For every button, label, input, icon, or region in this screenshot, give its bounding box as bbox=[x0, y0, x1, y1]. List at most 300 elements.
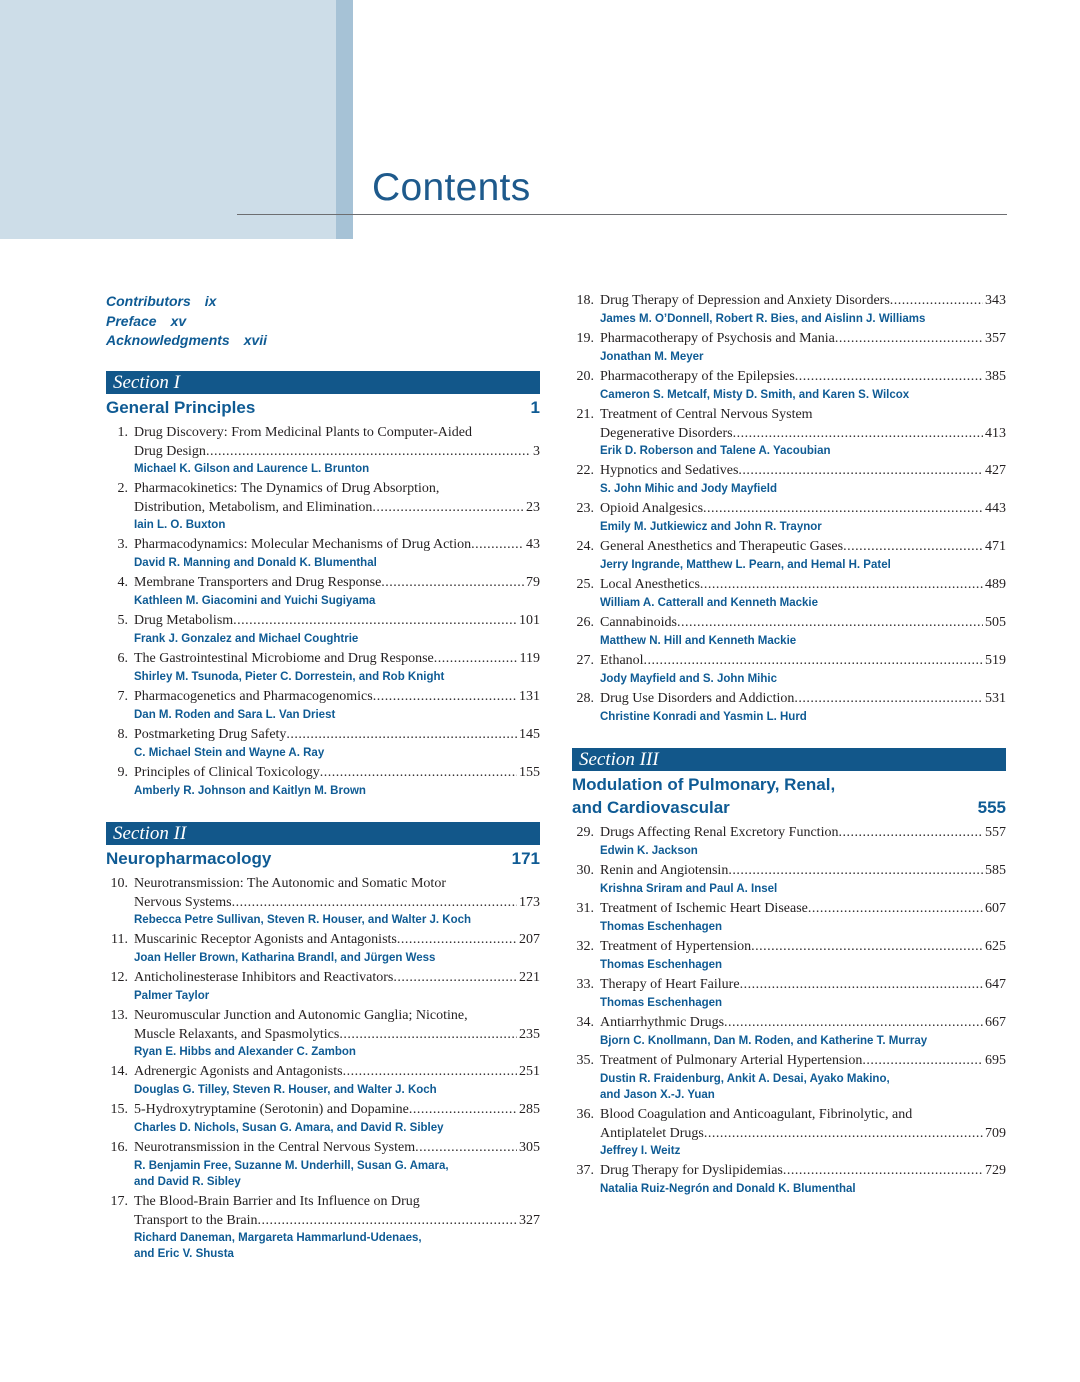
dot-leader bbox=[890, 292, 983, 311]
chapter-entry[interactable] bbox=[106, 1101, 540, 1136]
chapter-page-number: 471 bbox=[985, 539, 1006, 554]
dot-leader bbox=[206, 443, 531, 462]
chapter-page-number: 729 bbox=[985, 1163, 1006, 1178]
chapter-number: 2. bbox=[117, 481, 128, 496]
chapter-title-line bbox=[106, 536, 540, 555]
chapter-title-text: Muscarinic Receptor Agonists and Antagonists bbox=[134, 932, 397, 947]
dot-leader bbox=[339, 1026, 517, 1045]
chapter-title-text: Drug Use Disorders and Addiction bbox=[600, 691, 795, 706]
chapter-title-text: Ethanol bbox=[600, 653, 644, 668]
chapter-number: 10. bbox=[110, 876, 128, 891]
chapter-authors: Natalia Ruiz-Negrón and Donald K. Blumenthal bbox=[600, 1182, 856, 1195]
chapter-number: 27. bbox=[576, 653, 594, 668]
dot-leader bbox=[397, 931, 517, 950]
dot-leader bbox=[343, 1063, 517, 1082]
chapter-title-text: Membrane Transporters and Drug Response bbox=[134, 575, 382, 590]
chapter-title-line bbox=[106, 764, 540, 783]
dot-leader bbox=[740, 976, 983, 995]
dot-leader bbox=[808, 900, 983, 919]
chapter-number: 5. bbox=[117, 613, 128, 628]
chapter-authors: Erik D. Roberson and Talene A. Yacoubian bbox=[600, 445, 831, 457]
title-rule bbox=[237, 214, 1007, 215]
dot-leader bbox=[233, 612, 517, 631]
section-label-bar: Section I bbox=[106, 371, 540, 394]
chapter-number: 17. bbox=[110, 1194, 128, 1209]
dot-leader bbox=[751, 938, 983, 957]
chapter-entry[interactable] bbox=[572, 976, 1006, 1011]
dot-leader bbox=[724, 1014, 983, 1033]
chapter-title-line bbox=[572, 614, 1006, 633]
chapter-entry[interactable] bbox=[106, 574, 540, 609]
chapter-title-line bbox=[572, 976, 1006, 995]
dot-leader bbox=[703, 500, 983, 519]
chapter-number: 34. bbox=[576, 1015, 594, 1030]
chapter-entry[interactable] bbox=[106, 650, 540, 685]
chapter-page-number: 607 bbox=[985, 901, 1006, 916]
chapter-entry[interactable] bbox=[572, 576, 1006, 611]
chapter-page-number: 43 bbox=[526, 537, 540, 552]
chapter-title-line bbox=[572, 1162, 1006, 1181]
chapter-authors: Palmer Taylor bbox=[134, 989, 210, 1002]
chapter-title-text: Drug Therapy of Depression and Anxiety Disorders bbox=[600, 293, 890, 308]
section-title[interactable] bbox=[106, 396, 540, 419]
chapter-title-line bbox=[106, 1139, 540, 1158]
chapter-page-number: 695 bbox=[985, 1053, 1006, 1068]
chapter-entry[interactable] bbox=[572, 1162, 1006, 1197]
chapter-title-line bbox=[106, 424, 540, 443]
chapter-title-text: Drug Design bbox=[134, 443, 206, 459]
section-label-bar: Section III bbox=[572, 748, 1006, 771]
dot-leader bbox=[794, 690, 983, 709]
chapter-entry[interactable] bbox=[106, 612, 540, 647]
chapter-authors: Kathleen M. Giacomini and Yuichi Sugiyama bbox=[134, 594, 376, 607]
section-page-number: 1 bbox=[530, 398, 540, 417]
chapter-entry[interactable] bbox=[572, 1014, 1006, 1049]
chapter-entry[interactable] bbox=[572, 652, 1006, 687]
section-page-number: 171 bbox=[511, 849, 540, 868]
chapter-title-text: Principles of Clinical Toxicology bbox=[134, 765, 320, 780]
chapter-title-text: Antiarrhythmic Drugs bbox=[600, 1015, 725, 1030]
chapter-entry[interactable] bbox=[572, 900, 1006, 935]
chapter-title-line bbox=[106, 574, 540, 593]
chapter-title-text: Pharmacogenetics and Pharmacogenomics bbox=[134, 689, 373, 704]
chapter-page-number: 557 bbox=[985, 825, 1006, 840]
dot-leader bbox=[738, 462, 983, 481]
chapter-title-text: Anticholinesterase Inhibitors and Reactivators bbox=[134, 970, 394, 985]
chapter-authors: C. Michael Stein and Wayne A. Ray bbox=[134, 746, 325, 759]
chapter-entry[interactable] bbox=[572, 462, 1006, 497]
chapter-authors: Richard Daneman, Margareta Hammarlund-Udenaes, bbox=[134, 1232, 422, 1244]
chapter-number: 37. bbox=[576, 1163, 594, 1178]
chapter-title-line bbox=[572, 1014, 1006, 1033]
front-matter-list bbox=[106, 292, 267, 351]
chapter-entry[interactable] bbox=[106, 1007, 540, 1060]
chapter-page-number: 3 bbox=[533, 443, 540, 459]
chapter-page-number: 101 bbox=[519, 613, 540, 628]
chapter-title-line bbox=[572, 292, 1006, 311]
chapter-entry[interactable] bbox=[572, 538, 1006, 573]
chapter-title-text: Postmarketing Drug Safety bbox=[134, 727, 287, 742]
chapter-authors: Iain L. O. Buxton bbox=[134, 519, 226, 531]
chapter-title-line bbox=[106, 875, 540, 894]
chapter-page-number: 427 bbox=[985, 463, 1006, 478]
chapter-title-text: Drug Metabolism bbox=[134, 613, 234, 628]
chapter-page-number: 709 bbox=[985, 1125, 1006, 1141]
chapter-page-number: 285 bbox=[519, 1102, 540, 1117]
chapter-authors: William A. Catterall and Kenneth Mackie bbox=[600, 596, 819, 609]
dot-leader bbox=[677, 614, 983, 633]
chapter-number: 23. bbox=[576, 501, 594, 516]
chapter-authors: Cameron S. Metcalf, Misty D. Smith, and Karen S. Wilcox bbox=[600, 388, 910, 401]
chapter-title-line bbox=[572, 538, 1006, 557]
chapter-authors: Thomas Eschenhagen bbox=[600, 958, 723, 971]
chapter-title-text: Treatment of Ischemic Heart Disease bbox=[600, 901, 808, 916]
chapter-page-number: 489 bbox=[985, 577, 1006, 592]
dot-leader bbox=[415, 1139, 517, 1158]
chapter-number: 36. bbox=[576, 1107, 594, 1122]
chapter-entry[interactable] bbox=[572, 862, 1006, 897]
chapter-title-line bbox=[572, 862, 1006, 881]
chapter-number: 16. bbox=[110, 1140, 128, 1155]
chapter-title-text: Pharmacotherapy of Psychosis and Mania bbox=[600, 331, 835, 346]
chapter-page-number: 343 bbox=[985, 293, 1006, 308]
chapter-number: 6. bbox=[117, 651, 128, 666]
chapter-title-line bbox=[572, 406, 1006, 425]
chapter-title-line bbox=[106, 969, 540, 988]
dot-leader bbox=[728, 862, 983, 881]
chapter-page-number: 235 bbox=[519, 1026, 540, 1042]
chapter-title-line bbox=[106, 726, 540, 745]
section-title-text: General Principles bbox=[106, 398, 256, 417]
chapter-page-number: 221 bbox=[519, 970, 540, 985]
chapter-number: 9. bbox=[117, 765, 128, 780]
chapter-title-line bbox=[572, 938, 1006, 957]
chapter-title-line bbox=[572, 824, 1006, 843]
chapter-title-text: Degenerative Disorders bbox=[600, 425, 733, 441]
chapter-authors: David R. Manning and Donald K. Blumenthal bbox=[134, 556, 377, 569]
chapter-title-line bbox=[106, 443, 540, 462]
dot-leader bbox=[286, 726, 517, 745]
chapter-title-text: Therapy of Heart Failure bbox=[600, 977, 740, 992]
chapter-title-text: Pharmacokinetics: The Dynamics of Drug Absorption, bbox=[134, 481, 440, 496]
chapter-title-line bbox=[572, 368, 1006, 387]
chapter-page-number: 145 bbox=[519, 727, 540, 742]
chapter-title-text: Drug Therapy for Dyslipidemias bbox=[600, 1163, 783, 1178]
chapter-number: 32. bbox=[576, 939, 594, 954]
chapter-page-number: 385 bbox=[985, 369, 1006, 384]
chapter-number: 15. bbox=[110, 1102, 128, 1117]
chapter-number: 8. bbox=[117, 727, 128, 742]
chapter-number: 11. bbox=[111, 932, 128, 947]
chapter-number: 7. bbox=[117, 689, 128, 704]
chapter-authors: Christine Konradi and Yasmin L. Hurd bbox=[600, 710, 807, 723]
dot-leader bbox=[373, 688, 517, 707]
chapter-title-text: Transport to the Brain bbox=[134, 1212, 258, 1228]
dot-leader bbox=[704, 1125, 983, 1144]
chapter-authors: Rebecca Petre Sullivan, Steven R. Houser, and Walter J. Koch bbox=[134, 914, 472, 926]
chapter-page-number: 155 bbox=[519, 765, 540, 780]
chapter-number: 13. bbox=[110, 1008, 128, 1023]
chapter-authors: James M. O’Donnell, Robert R. Bies, and Aislinn J. Williams bbox=[600, 312, 926, 325]
chapter-entry[interactable] bbox=[106, 726, 540, 761]
section-title-text: Modulation of Pulmonary, Renal, bbox=[572, 775, 836, 794]
chapter-page-number: 305 bbox=[519, 1140, 540, 1155]
chapter-title-text: Blood Coagulation and Anticoagulant, Fibrinolytic, and bbox=[600, 1107, 913, 1122]
chapter-authors: Joan Heller Brown, Katharina Brandl, and Jürgen Wess bbox=[134, 951, 436, 964]
chapter-title-text: Pharmacotherapy of the Epilepsies bbox=[600, 369, 795, 384]
chapter-number: 12. bbox=[110, 970, 128, 985]
dot-leader bbox=[372, 499, 524, 518]
chapter-page-number: 207 bbox=[519, 932, 540, 947]
chapter-authors: Douglas G. Tilley, Steven R. Houser, and Walter J. Koch bbox=[134, 1083, 437, 1096]
chapter-title-line bbox=[106, 499, 540, 518]
section-title-text: Neuropharmacology bbox=[106, 849, 272, 868]
chapter-title-line bbox=[572, 330, 1006, 349]
chapter-authors: Thomas Eschenhagen bbox=[600, 996, 723, 1009]
chapter-title-line bbox=[572, 1052, 1006, 1071]
chapter-entry[interactable] bbox=[572, 614, 1006, 649]
chapter-title-line bbox=[572, 576, 1006, 595]
chapter-title-text: Local Anesthetics bbox=[600, 577, 700, 592]
chapter-authors: Thomas Eschenhagen bbox=[600, 920, 723, 933]
chapter-authors: Jonathan M. Meyer bbox=[600, 350, 704, 363]
chapter-title-line bbox=[106, 1026, 540, 1045]
section-header bbox=[106, 822, 540, 870]
chapter-title-line bbox=[106, 1212, 540, 1231]
chapter-title-text: Drugs Affecting Renal Excretory Function bbox=[600, 825, 839, 840]
chapter-page-number: 413 bbox=[985, 425, 1006, 441]
chapter-number: 28. bbox=[576, 691, 594, 706]
dot-leader bbox=[843, 538, 983, 557]
chapter-page-number: 173 bbox=[519, 894, 540, 910]
chapter-number: 30. bbox=[576, 863, 594, 878]
chapter-entry[interactable] bbox=[572, 292, 1006, 327]
dot-leader bbox=[393, 969, 517, 988]
chapter-authors: Dustin R. Fraidenburg, Ankit A. Desai, Ayako Makino, bbox=[600, 1072, 890, 1085]
header-background bbox=[0, 0, 353, 239]
chapter-title-line bbox=[572, 462, 1006, 481]
chapter-number: 14. bbox=[110, 1064, 128, 1079]
chapter-authors: Edwin K. Jackson bbox=[600, 844, 698, 857]
chapter-entry[interactable] bbox=[572, 824, 1006, 859]
chapter-entry[interactable] bbox=[106, 764, 540, 799]
section-title-text: and Cardiovascular bbox=[572, 798, 730, 817]
chapter-page-number: 519 bbox=[985, 653, 1006, 668]
dot-leader bbox=[232, 894, 517, 913]
section-title[interactable] bbox=[572, 796, 1006, 819]
chapter-authors: Jody Mayfield and S. John Mihic bbox=[600, 672, 777, 685]
chapter-number: 18. bbox=[576, 293, 594, 308]
dot-leader bbox=[700, 576, 983, 595]
chapter-title-line bbox=[572, 1125, 1006, 1144]
chapter-entry[interactable] bbox=[106, 1193, 540, 1262]
chapter-title-text: The Blood-Brain Barrier and Its Influence on Drug bbox=[134, 1194, 420, 1209]
dot-leader bbox=[381, 574, 524, 593]
chapter-title-line bbox=[572, 500, 1006, 519]
chapter-authors: and David R. Sibley bbox=[134, 1175, 241, 1188]
chapter-entry[interactable] bbox=[106, 688, 540, 723]
chapter-title-line bbox=[106, 1007, 540, 1026]
chapter-authors: Dan M. Roden and Sara L. Van Driest bbox=[134, 708, 336, 721]
chapter-page-number: 667 bbox=[985, 1015, 1006, 1030]
chapter-title-line bbox=[106, 612, 540, 631]
chapter-title-line bbox=[572, 1106, 1006, 1125]
chapter-entry[interactable] bbox=[106, 931, 540, 966]
chapter-entry[interactable] bbox=[106, 1063, 540, 1098]
section-title[interactable] bbox=[572, 773, 1006, 796]
chapter-page-number: 443 bbox=[985, 501, 1006, 516]
chapter-authors: S. John Mihic and Jody Mayfield bbox=[600, 482, 777, 495]
chapter-entry[interactable] bbox=[572, 368, 1006, 403]
chapter-page-number: 357 bbox=[985, 331, 1006, 346]
chapter-entry[interactable] bbox=[572, 500, 1006, 535]
page-title: Contents bbox=[372, 166, 531, 209]
dot-leader bbox=[783, 1162, 983, 1181]
chapter-number: 3. bbox=[117, 537, 128, 552]
chapter-number: 26. bbox=[576, 615, 594, 630]
chapter-authors: Michael K. Gilson and Laurence L. Brunton bbox=[134, 463, 370, 475]
chapter-title-text: Treatment of Hypertension bbox=[600, 939, 752, 954]
chapter-page-number: 531 bbox=[985, 691, 1006, 706]
chapter-title-line bbox=[106, 894, 540, 913]
chapter-authors: Emily M. Jutkiewicz and John R. Traynor bbox=[600, 520, 822, 533]
chapter-entry[interactable] bbox=[106, 480, 540, 533]
chapter-title-text: Antiplatelet Drugs bbox=[600, 1125, 704, 1141]
chapter-entry[interactable] bbox=[572, 1052, 1006, 1103]
front-matter-item-contributors[interactable]: Contributors ix bbox=[106, 293, 217, 309]
chapter-entry[interactable] bbox=[572, 1106, 1006, 1159]
chapter-authors: Amberly R. Johnson and Kaitlyn M. Brown bbox=[134, 784, 366, 797]
front-matter-item-acknowledgments[interactable]: Acknowledgments xvii bbox=[106, 332, 268, 348]
chapter-authors: Krishna Sriram and Paul A. Insel bbox=[600, 882, 778, 895]
chapter-page-number: 647 bbox=[985, 977, 1006, 992]
chapter-authors: Matthew N. Hill and Kenneth Mackie bbox=[600, 634, 797, 647]
dot-leader bbox=[835, 330, 983, 349]
chapter-title-text: Treatment of Pulmonary Arterial Hypertension bbox=[600, 1053, 863, 1068]
dot-leader bbox=[434, 650, 518, 669]
chapter-title-text: Neurotransmission: The Autonomic and Somatic Motor bbox=[134, 876, 446, 891]
chapter-number: 22. bbox=[576, 463, 594, 478]
chapter-title-line bbox=[106, 1063, 540, 1082]
chapter-title-text: General Anesthetics and Therapeutic Gases bbox=[600, 539, 844, 554]
chapter-title-text: Treatment of Central Nervous System bbox=[600, 407, 813, 422]
chapter-authors: R. Benjamin Free, Suzanne M. Underhill, Susan G. Amara, bbox=[134, 1159, 449, 1172]
chapter-title-line bbox=[572, 690, 1006, 709]
chapter-number: 21. bbox=[576, 407, 594, 422]
chapter-authors: Jerry Ingrande, Matthew L. Pearn, and Hemal H. Patel bbox=[600, 558, 891, 571]
chapter-page-number: 251 bbox=[519, 1064, 540, 1079]
chapter-title-text: Neurotransmission in the Central Nervous System bbox=[134, 1140, 416, 1155]
chapter-entry[interactable] bbox=[106, 424, 540, 477]
chapter-title-line bbox=[106, 650, 540, 669]
chapter-page-number: 131 bbox=[519, 689, 540, 704]
chapter-title-line bbox=[572, 900, 1006, 919]
chapter-number: 4. bbox=[117, 575, 128, 590]
chapter-authors: and Eric V. Shusta bbox=[134, 1248, 234, 1260]
chapter-title-text: Pharmacodynamics: Molecular Mechanisms of Drug Action bbox=[134, 537, 472, 552]
chapter-page-number: 585 bbox=[985, 863, 1006, 878]
chapter-title-line bbox=[106, 1193, 540, 1212]
chapter-authors: Charles D. Nichols, Susan G. Amara, and David R. Sibley bbox=[134, 1121, 444, 1134]
chapter-number: 1. bbox=[117, 425, 128, 440]
chapter-title-line bbox=[106, 1101, 540, 1120]
section-header bbox=[572, 748, 1006, 819]
chapter-number: 35. bbox=[576, 1053, 594, 1068]
chapter-authors: Frank J. Gonzalez and Michael Coughtrie bbox=[134, 632, 359, 645]
front-matter-item-preface[interactable]: Preface xv bbox=[106, 312, 187, 329]
dot-leader bbox=[733, 425, 983, 444]
chapter-entry[interactable] bbox=[572, 330, 1006, 365]
section-title[interactable] bbox=[106, 847, 540, 870]
section-header bbox=[106, 371, 540, 419]
chapter-number: 20. bbox=[576, 369, 594, 384]
chapter-title-line bbox=[106, 688, 540, 707]
chapter-page-number: 23 bbox=[526, 499, 540, 515]
chapter-number: 24. bbox=[576, 539, 594, 554]
chapter-number: 19. bbox=[576, 331, 594, 346]
chapter-title-text: Muscle Relaxants, and Spasmolytics bbox=[134, 1026, 340, 1042]
section-label-bar: Section II bbox=[106, 822, 540, 845]
chapter-title-text: Cannabinoids bbox=[600, 615, 677, 630]
chapter-entry[interactable] bbox=[572, 938, 1006, 973]
header-accent-strip bbox=[336, 0, 353, 239]
chapter-entry[interactable] bbox=[106, 875, 540, 928]
chapter-page-number: 327 bbox=[519, 1212, 540, 1228]
chapter-authors: and Jason X.-J. Yuan bbox=[600, 1088, 715, 1101]
chapter-page-number: 625 bbox=[985, 939, 1006, 954]
chapter-entry[interactable] bbox=[572, 406, 1006, 459]
chapter-page-number: 505 bbox=[985, 615, 1006, 630]
chapter-entry[interactable] bbox=[106, 1139, 540, 1190]
chapter-authors: Jeffrey I. Weitz bbox=[600, 1145, 681, 1157]
dot-leader bbox=[320, 764, 517, 783]
dot-leader bbox=[644, 652, 983, 671]
chapter-title-text: Opioid Analgesics bbox=[600, 501, 704, 516]
chapter-title-line bbox=[572, 652, 1006, 671]
chapter-entry[interactable] bbox=[106, 536, 540, 571]
dot-leader bbox=[258, 1212, 517, 1231]
chapter-number: 31. bbox=[576, 901, 594, 916]
chapter-page-number: 119 bbox=[519, 651, 540, 666]
chapter-title-line bbox=[106, 931, 540, 950]
chapter-entry[interactable] bbox=[572, 690, 1006, 725]
chapter-page-number: 79 bbox=[526, 575, 540, 590]
dot-leader bbox=[471, 536, 524, 555]
dot-leader bbox=[862, 1052, 983, 1071]
section-page-number: 555 bbox=[977, 798, 1006, 817]
chapter-title-text: 5-Hydroxytryptamine (Serotonin) and Dopamine bbox=[134, 1102, 409, 1117]
chapter-number: 33. bbox=[576, 977, 594, 992]
chapter-title-text: Adrenergic Agonists and Antagonists bbox=[134, 1064, 343, 1079]
dot-leader bbox=[838, 824, 983, 843]
chapter-authors: Ryan E. Hibbs and Alexander C. Zambon bbox=[134, 1046, 356, 1058]
chapter-entry[interactable] bbox=[106, 969, 540, 1004]
chapter-title-line bbox=[572, 425, 1006, 444]
chapter-number: 25. bbox=[576, 577, 594, 592]
chapter-title-text: Neuromuscular Junction and Autonomic Ganglia; Nicotine, bbox=[134, 1008, 468, 1023]
chapter-title-line bbox=[106, 480, 540, 499]
chapter-authors: Shirley M. Tsunoda, Pieter C. Dorrestein, and Rob Knight bbox=[134, 670, 445, 683]
dot-leader bbox=[795, 368, 983, 387]
chapter-authors: Bjorn C. Knollmann, Dan M. Roden, and Katherine T. Murray bbox=[600, 1034, 928, 1047]
chapter-title-text: Renin and Angiotensin bbox=[600, 863, 729, 878]
chapter-title-text: Hypnotics and Sedatives bbox=[600, 463, 739, 478]
chapter-title-text: Drug Discovery: From Medicinal Plants to Computer-Aided bbox=[134, 425, 473, 440]
chapter-title-text: Distribution, Metabolism, and Elimination bbox=[134, 499, 373, 515]
chapter-number: 29. bbox=[576, 825, 594, 840]
chapter-title-text: Nervous Systems bbox=[134, 894, 232, 910]
dot-leader bbox=[409, 1101, 517, 1120]
